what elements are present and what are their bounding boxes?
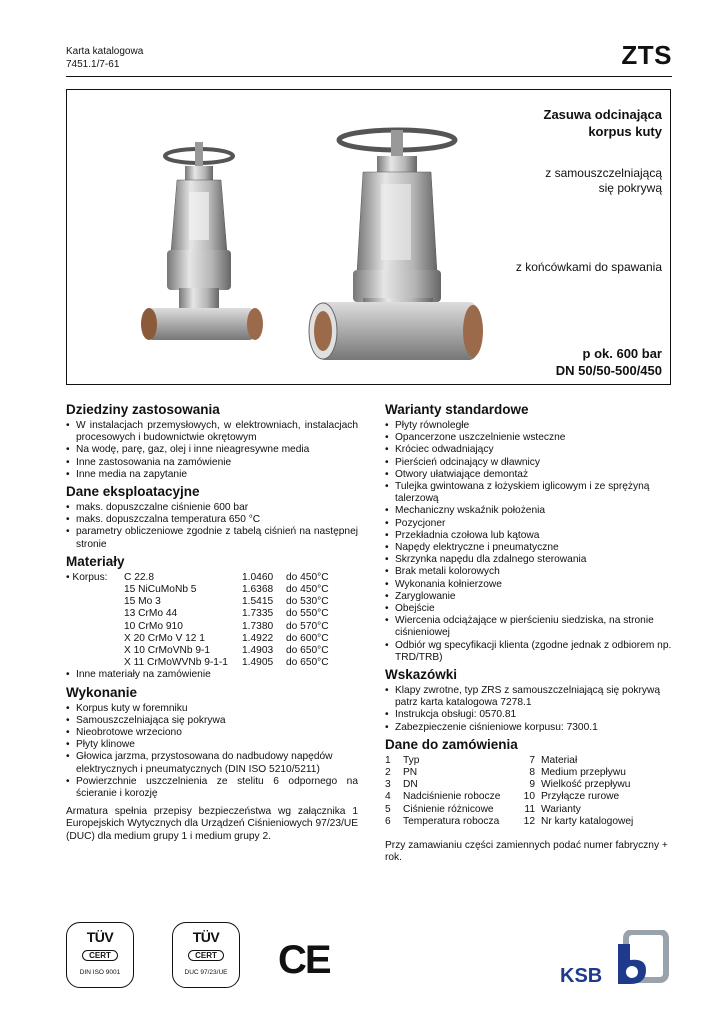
list-item: • maks. dopuszczalne ciśnienie 600 bar — [66, 502, 358, 514]
header-divider — [66, 76, 672, 77]
table-row: 3 DN 9 Wielkość przepływu — [385, 779, 631, 791]
list-item: • Klapy zwrotne, typ ZRS z samouszczelniającą się pokrywą patrz karta katalogowa 7278.1 — [385, 685, 675, 709]
svg-text:KSB: KSB — [560, 965, 603, 987]
table-row: • Korpus: C 22.8 1.0460 do 450°C — [66, 571, 329, 583]
applications-list — [66, 420, 358, 481]
gate-valve-illustration — [127, 122, 497, 372]
compliance-note: Armatura spełnia przepisy bezpieczeństwa wg załącznika 1 Europejskich Wytycznych dla Urządzeń Ciśnieniowych 97/23/UE (DUC) dla medium grupy 1 i medium grupy 2. — [66, 806, 358, 842]
doc-type: Karta katalogowa — [66, 46, 144, 57]
list-item: • Napędy elektryczne i pneumatyczne — [385, 542, 675, 554]
product-title: Zasuwa odcinająca korpus kuty — [543, 107, 662, 139]
list-item: • maks. dopuszczalna temperatura 650 °C — [66, 514, 358, 526]
list-item: • Przekładnia czołowa lub kątowa — [385, 530, 675, 542]
list-item: • Na wodę, parę, gaz, olej i inne nieagresywne media — [66, 444, 358, 456]
document-header — [66, 45, 143, 71]
product-feature-bonnet: z samouszczelniającą się pokrywą — [545, 166, 662, 195]
list-item: • Korpus kuty w foremniku — [66, 703, 358, 715]
list-item: • Zaryglowanie — [385, 591, 675, 603]
ce-mark-logo: CE — [278, 938, 330, 982]
section-title: Wskazówki — [385, 667, 458, 683]
list-item: • Inne zastosowania na zamówienie — [66, 457, 358, 469]
list-item: • Inne media na zapytanie — [66, 469, 358, 481]
materials-section — [66, 554, 358, 682]
list-item: • Obejście — [385, 603, 675, 615]
right-column — [385, 402, 675, 868]
section-title: Dane eksploatacyjne — [66, 484, 200, 500]
list-item: • Samouszczelniająca się pokrywa — [66, 715, 358, 727]
list-item: • Odbiór wg specyfikacji klienta (zgodne jednak z odbiorem np. TRD/TRB) — [385, 640, 675, 664]
table-row: X 10 CrMoVNb 9-1 1.4903 do 650°C — [124, 645, 329, 657]
notes-list — [385, 685, 675, 734]
section-title: Warianty standardowe — [385, 402, 529, 417]
list-item: • Pozycjoner — [385, 518, 675, 530]
product-hero-box — [66, 89, 671, 385]
list-item: • Brak metali kolorowych — [385, 566, 675, 578]
list-item: • Nieobrotowe wrzeciono — [66, 727, 358, 739]
left-column — [66, 402, 358, 846]
table-row: 1 Typ 7 Materiał — [385, 754, 578, 766]
materials-table — [66, 572, 335, 670]
list-item: • Płyty klinowe — [66, 739, 358, 751]
table-row: 6 Temperatura robocza 12 Nr karty katalogowej — [385, 815, 634, 827]
section-title: Wykonanie — [66, 684, 138, 700]
section-title: Dziedziny zastosowania — [66, 402, 220, 417]
materials-other — [66, 669, 358, 681]
table-row: X 20 CrMo V 12 1 1.4922 do 600°C — [124, 632, 329, 644]
notes-section — [385, 667, 675, 734]
list-item: • Instrukcja obsługi: 0570.81 — [385, 709, 675, 721]
list-item: • Pierścień odcinający w dławnicy — [385, 457, 675, 469]
list-item: • Mechaniczny wskaźnik położenia — [385, 505, 675, 517]
variants-list — [385, 420, 675, 664]
product-code: ZTS — [621, 40, 672, 70]
table-row: 2 PN 8 Medium przepływu — [385, 767, 626, 779]
list-item: • Inne materiały na zamówienie — [66, 669, 358, 681]
table-row: 15 NiCuMoNb 5 1.6368 do 450°C — [124, 584, 329, 596]
tuv-cert-iso9001-logo: TÜV CERT DIN ISO 9001 — [66, 922, 134, 988]
product-specs: p ok. 600 bar DN 50/50-500/450 — [555, 346, 662, 378]
ksb-logo — [560, 930, 672, 990]
table-row: X 11 CrMoWVNb 9-1-1 1.4905 do 650°C — [124, 657, 329, 669]
design-section — [66, 685, 358, 843]
list-item: • Zabezpieczenie ciśnieniowe korpusu: 7300.1 — [385, 722, 675, 734]
list-item: • Otwory ułatwiające demontaż — [385, 469, 675, 481]
tuv-cert-duc-logo: TÜV CERT DUC 97/23/UE — [172, 922, 240, 988]
table-row: 4 Nadciśnienie robocze 10 Przyłącze rurowe — [385, 791, 620, 803]
list-item: • Tulejka gwintowana z łożyskiem iglicowym i ze sprężyną talerzową — [385, 481, 675, 505]
operating-section — [66, 484, 358, 551]
section-title: Materiały — [66, 553, 125, 569]
table-row: 13 CrMo 44 1.7335 do 550°C — [124, 608, 329, 620]
table-row: 5 Ciśnienie różnicowe 11 Warianty — [385, 803, 581, 815]
doc-number: 7451.1/7-61 — [66, 59, 120, 70]
variants-section — [385, 402, 675, 664]
table-row: 10 CrMo 910 1.7380 do 570°C — [124, 620, 329, 632]
list-item: • Wykonania kołnierzowe — [385, 579, 675, 591]
order-section — [385, 737, 675, 865]
list-item: • Płyty równoległe — [385, 420, 675, 432]
product-feature-ends: z końcówkami do spawania — [515, 260, 662, 274]
applications-section — [66, 402, 358, 481]
operating-list — [66, 502, 358, 551]
list-item: • Króciec odwadniający — [385, 444, 675, 456]
list-item: • parametry obliczeniowe zgodnie z tabelą ciśnień na następnej stronie — [66, 526, 358, 550]
list-item: • Powierzchnie uszczelnienia ze stelitu 6 odpornego na ścieranie i korozję — [66, 776, 358, 800]
list-item: • Wiercenia odciążające w pierścieniu siedziska, na stronie ciśnieniowej — [385, 615, 675, 639]
section-title: Dane do zamówienia — [385, 736, 518, 752]
design-list — [66, 703, 358, 801]
list-item: • Opancerzone uszczelnienie wsteczne — [385, 432, 675, 444]
list-item: • Głowica jarzma, przystosowana do nadbudowy napędów elektrycznych i pneumatycznych (DIN ISO 5210/5211) — [66, 751, 358, 775]
list-item: • W instalacjach przemysłowych, w elektrowniach, instalacjach procesowych i budownictwie okrętowym — [66, 420, 358, 444]
order-data-table — [385, 755, 637, 828]
list-item: • Skrzynka napędu dla zdalnego sterowania — [385, 554, 675, 566]
spare-parts-note: Przy zamawianiu części zamiennych podać numer fabryczny + rok. — [385, 840, 668, 864]
table-row: 15 Mo 3 1.5415 do 530°C — [124, 596, 329, 608]
